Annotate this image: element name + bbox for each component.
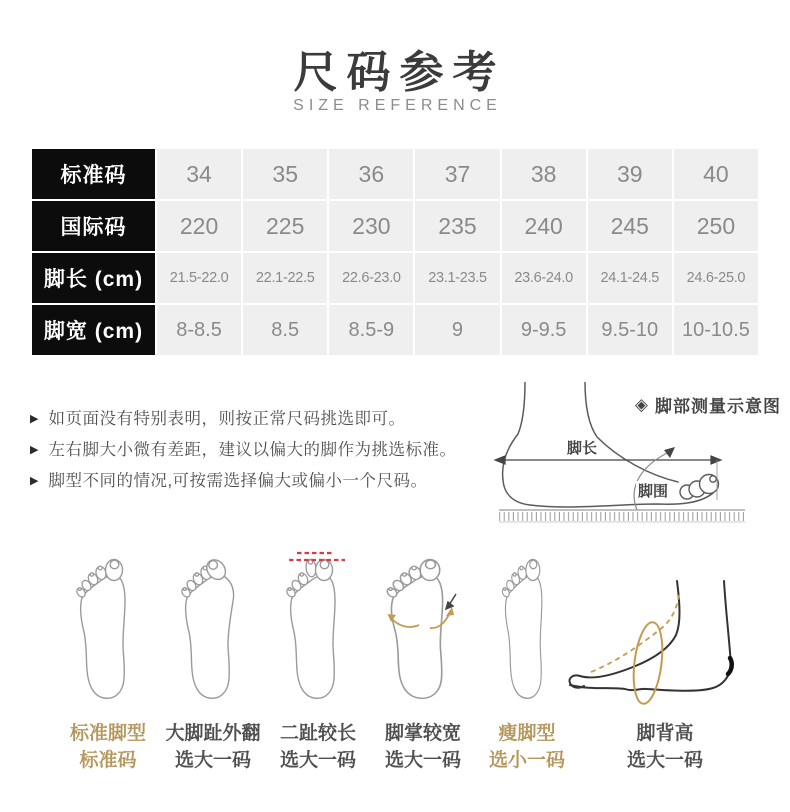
triangle-bullet-icon: ▶ — [30, 475, 39, 487]
table-row — [32, 253, 758, 303]
cell: 23.6-24.0 — [502, 253, 586, 303]
cell: 245 — [588, 201, 672, 251]
table-row — [32, 149, 758, 199]
note-item — [30, 471, 470, 492]
foot-type-name: 瘦脚型 — [498, 723, 556, 744]
page-subtitle: SIZE REFERENCE — [293, 97, 502, 114]
foot-length-dimension-label: 脚长 — [567, 440, 598, 457]
pressure-arrow — [446, 594, 456, 609]
foot-type-name: 标准脚型 — [69, 723, 147, 744]
foot-type-advice: 选小一码 — [488, 750, 566, 771]
foot-type-advice: 选大一码 — [626, 750, 704, 771]
cell: 21.5-22.0 — [157, 253, 241, 303]
heel-shade — [728, 658, 732, 674]
foot-bigtoe-valgus-illustration — [170, 548, 255, 716]
cell: 40 — [674, 149, 758, 199]
triangle-bullet-icon: ▶ — [30, 413, 39, 425]
cell: 250 — [674, 201, 758, 251]
note-text: 脚型不同的情况,可按需选择偏大或偏小一个尺码。 — [48, 472, 428, 490]
table-row — [32, 305, 758, 355]
foot-type-advice: 选大一码 — [279, 750, 357, 771]
cell: 8-8.5 — [157, 305, 241, 355]
toe-overlength-marker-lines — [289, 553, 345, 560]
page-title: 尺码参考 — [293, 48, 506, 97]
cell: 9.5-10 — [588, 305, 672, 355]
foot-type-advice: 标准码 — [79, 750, 137, 771]
row-label-intl-size: 国际码 — [32, 201, 155, 251]
cell: 22.1-22.5 — [243, 253, 327, 303]
foot-measurement-diagram — [485, 382, 787, 530]
cell: 39 — [588, 149, 672, 199]
foot-standard-illustration — [65, 548, 150, 716]
cell: 225 — [243, 201, 327, 251]
note-text: 左右脚大小微有差距，建议以偏大的脚作为挑选标准。 — [48, 441, 457, 459]
note-item — [30, 440, 470, 461]
cell: 9 — [415, 305, 499, 355]
cell: 35 — [243, 149, 327, 199]
cell: 34 — [157, 149, 241, 199]
cell: 24.6-25.0 — [674, 253, 758, 303]
foot-slim-illustration — [485, 548, 570, 716]
foot-long-second-toe-illustration — [275, 545, 360, 716]
cell: 38 — [502, 149, 586, 199]
cell: 9-9.5 — [502, 305, 586, 355]
foot-type-label-standard — [70, 720, 146, 774]
cell: 22.6-23.0 — [329, 253, 413, 303]
diagram-title — [635, 392, 781, 417]
row-label-standard-size: 标准码 — [32, 149, 155, 199]
foot-type-label-wide — [385, 720, 461, 774]
foot-girth-dimension-label: 脚围 — [638, 483, 669, 500]
note-text: 如页面没有特别表明，则按正常尺码挑选即可。 — [48, 410, 406, 428]
sizing-notes — [30, 409, 470, 502]
foot-type-advice: 选大一码 — [384, 750, 462, 771]
foot-type-name: 脚背高 — [636, 723, 694, 744]
cell: 8.5-9 — [329, 305, 413, 355]
triangle-bullet-icon: ▶ — [30, 444, 39, 456]
cell: 8.5 — [243, 305, 327, 355]
row-label-foot-length: 脚长 (cm) — [32, 253, 155, 303]
foot-type-name: 大脚趾外翻 — [165, 723, 261, 744]
foot-type-advice: 选大一码 — [174, 750, 252, 771]
cell: 230 — [329, 201, 413, 251]
diamond-icon: ◈ — [634, 394, 649, 414]
row-label-foot-width: 脚宽 (cm) — [32, 305, 155, 355]
cell: 10-10.5 — [674, 305, 758, 355]
cell: 240 — [502, 201, 586, 251]
instep-girth-ellipse — [630, 621, 667, 706]
foot-type-label-bigtoe-valgus — [165, 720, 260, 774]
cell: 37 — [415, 149, 499, 199]
cell: 235 — [415, 201, 499, 251]
foot-wide-illustration — [380, 548, 465, 716]
foot-type-label-slim — [489, 720, 565, 774]
diagram-title-text: 脚部测量示意图 — [655, 397, 781, 416]
table-row — [32, 201, 758, 251]
foot-type-label-high-instep — [627, 720, 703, 774]
cell: 24.1-24.5 — [588, 253, 672, 303]
foot-high-instep-illustration — [565, 575, 790, 720]
foot-type-name: 二趾较长 — [279, 723, 357, 744]
cell: 36 — [329, 149, 413, 199]
foot-type-name: 脚掌较宽 — [384, 723, 462, 744]
note-item — [30, 409, 470, 430]
cell: 220 — [157, 201, 241, 251]
size-table — [30, 147, 760, 357]
foot-type-label-long-second-toe — [280, 720, 356, 774]
cell: 23.1-23.5 — [415, 253, 499, 303]
